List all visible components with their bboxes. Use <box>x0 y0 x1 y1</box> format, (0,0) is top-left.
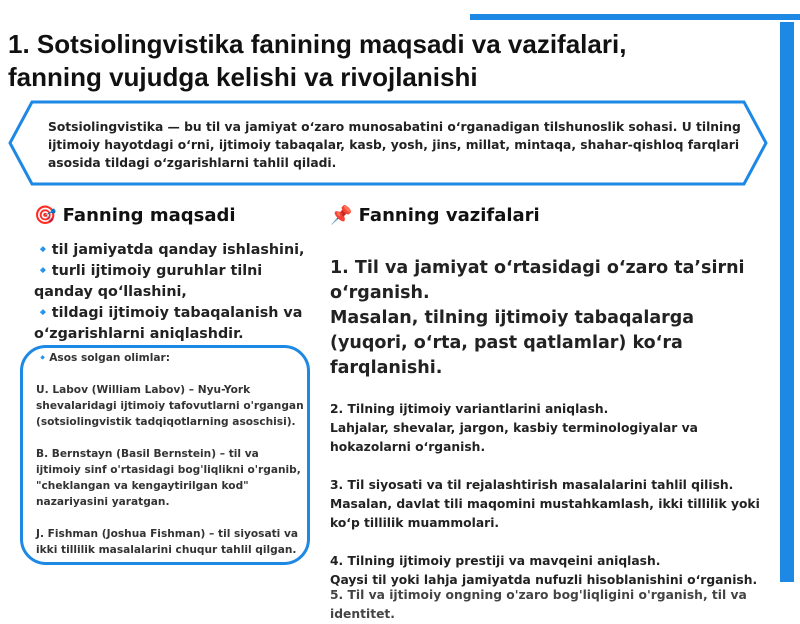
title-line-1: 1. Sotsiolingvistika fanining maqsadi va vazifalari, <box>8 29 627 59</box>
task-3-detail: Masalan, davlat tili maqomini mustahkamlash, ikki tillilik yoki koʻp tillilik muammolari. <box>330 497 760 530</box>
goal-item: 🔹tildagi ijtimoiy tabaqalanish va oʻzgarishlarni aniqlashdir. <box>34 305 303 342</box>
tasks-heading: 📌 Fanning vazifalari <box>330 205 540 226</box>
frame-accent-top <box>470 14 800 20</box>
title-line-2: fanning vujudga kelishi va rivojlanishi <box>8 62 478 92</box>
task-1-title: 1. Til va jamiyat oʻrtasidagi oʻzaro taʼsirni oʻrganish. <box>330 258 745 303</box>
task-5-title: 5. Til va ijtimoiy ongning o'zaro bog'liqligini o'rganish, til va identitet. <box>330 588 747 621</box>
scholar-fishman: J. Fishman (Joshua Fishman) – til siyosati va ikki tillilik masalalarini chuqur tahlil qilgan. <box>36 528 299 556</box>
scholar-bernstein: B. Bernstayn (Basil Bernstein) – til va ijtimoiy sinf o'rtasidagi bog'liqlikni o'rganib, "cheklangan va kengaytirilgan kod" nazariyasini yaratgan. <box>36 448 301 508</box>
task-2-detail: Lahjalar, shevalar, jargon, kasbiy terminologiyalar va hokazolarni oʻrganish. <box>330 421 698 454</box>
goal-item: 🔹til jamiyatda qanday ishlashini, <box>34 242 305 258</box>
goals-list <box>34 240 324 345</box>
task-5-cutoff <box>330 588 770 621</box>
goals-heading: 🎯 Fanning maqsadi <box>34 205 236 226</box>
scholars-text <box>36 350 306 558</box>
tasks-list <box>330 256 770 590</box>
frame-accent-right <box>780 22 794 582</box>
definition-text: Sotsiolingvistika — bu til va jamiyat oʻzaro munosabatini oʻrganadigan tilshunoslik sohasi. U tilning ijtimoiy hayotdagi oʻrni, ijtimoiy tabaqalar, kasb, yosh, jins, millat, mintaqa, shahar-qishloq farqlari asosida tildagi oʻzgarishlarni tahlil qiladi. <box>48 120 741 170</box>
task-4-detail: Qaysi til yoki lahja jamiyatda nufuzli hisoblanishini oʻrganish. <box>330 573 758 587</box>
slide-title <box>8 28 708 94</box>
task-4-title: 4. Tilning ijtimoiy prestiji va mavqeini aniqlash. <box>330 554 661 568</box>
scholar-labov: U. Labov (William Labov) – Nyu-York shevalaridagi ijtimoiy tafovutlarni o'rgangan (sotsiolingvistik tadqiqotlarning asoschisi). <box>36 384 304 428</box>
task-3-title: 3. Til siyosati va til rejalashtirish masalalarini tahlil qilish. <box>330 478 734 492</box>
goal-item: 🔹turli ijtimoiy guruhlar tilni qanday qoʻllashini, <box>34 263 263 300</box>
task-2-title: 2. Tilning ijtimoiy variantlarini aniqlash. <box>330 402 609 416</box>
task-1-example: Masalan, tilning ijtimoiy tabaqalarga (yuqori, oʻrta, past qatlamlar) koʻra farqlanishi. <box>330 308 695 378</box>
scholars-title: 🔹Asos solgan olimlar: <box>36 352 170 364</box>
